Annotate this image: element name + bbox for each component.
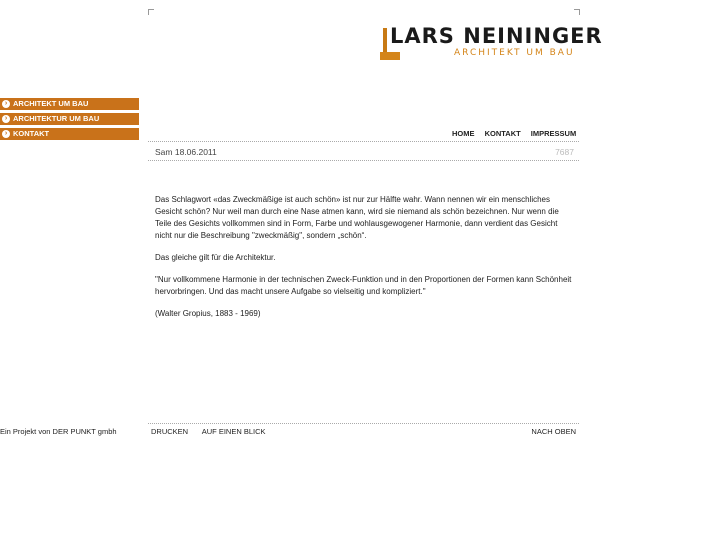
sidebar-item-architektur-um-bau[interactable] — [0, 113, 139, 125]
brand-tagline: ARCHITEKT UM BAU — [454, 48, 575, 58]
logo[interactable] — [380, 22, 603, 64]
sidebar-item-label: ARCHITEKTUR UM BAU — [13, 114, 100, 123]
article-paragraph: Das gleiche gilt für die Architektur. — [155, 253, 276, 262]
arrow-right-icon: › — [2, 115, 10, 123]
top-nav — [452, 129, 584, 138]
overview-link[interactable]: AUF EINEN BLICK — [201, 427, 266, 436]
top-nav-kontakt-link[interactable]: KONTAKT — [484, 129, 521, 138]
sidebar-item-architekt-um-bau[interactable] — [0, 98, 139, 110]
print-link[interactable]: DRUCKEN — [151, 427, 189, 436]
top-nav-home-link[interactable]: HOME — [452, 129, 475, 138]
brand-name: LARS NEININGER — [390, 24, 603, 48]
top-nav-impressum-link[interactable]: IMPRESSUM — [530, 129, 577, 138]
footer-links — [151, 427, 278, 436]
arrow-right-icon: › — [2, 130, 10, 138]
article-body — [155, 194, 575, 330]
article-paragraph: "Nur vollkommene Harmonie in der technischen Zweck-Funktion und in den Proportionen der Formen kann Schönheit hervorbringen. Und das macht unsere Aufgabe so vielseitig und kompliziert." — [155, 275, 572, 296]
divider — [148, 423, 579, 424]
divider — [148, 160, 579, 161]
article-paragraph: Das Schlagwort «das Zweckmäßige ist auch schön» ist nur zur Hälfte wahr. Wann nennen wir ein menschliches Gesicht schön? Nur weil man durch eine Nase atmen kann, wird sie niemand als schön bezeichnen. Nur wenn die Teile des Gesichts vollkommen sind in Form, Farbe und wohlausgewogener Harmonie, dann verdient das Gesicht nicht nur die Beschreibung "zweckmäßig", sondern „schön“. — [155, 195, 559, 240]
visitor-counter: 7687 — [555, 147, 574, 157]
article-citation: (Walter Gropius, 1883 - 1969) — [155, 309, 261, 318]
sidebar-item-label: KONTAKT — [13, 129, 50, 138]
corner-mark-right — [574, 9, 580, 15]
current-date: Sam 18.06.2011 — [155, 147, 217, 157]
divider — [148, 141, 579, 142]
footer-top-container — [520, 427, 576, 436]
arrow-right-icon: › — [2, 100, 10, 108]
corner-mark-left — [148, 9, 154, 15]
footer-credit[interactable]: Ein Projekt von DER PUNKT gmbh — [0, 427, 117, 436]
sidebar-item-label: ARCHITEKT UM BAU — [13, 99, 89, 108]
back-to-top-link[interactable]: NACH OBEN — [531, 427, 576, 436]
sidebar-nav — [0, 98, 139, 143]
sidebar-item-kontakt[interactable] — [0, 128, 139, 140]
